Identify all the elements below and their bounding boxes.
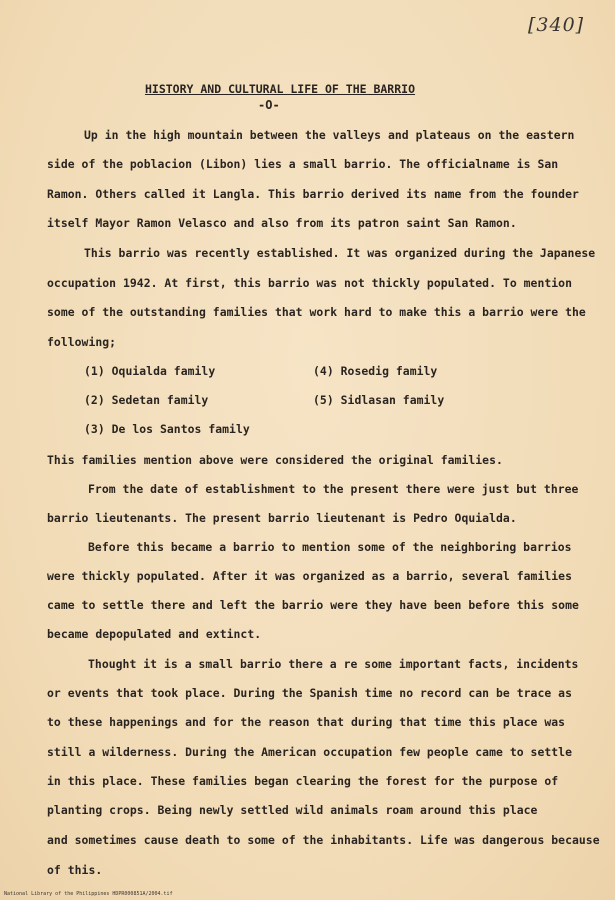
paragraph4-line: Before this became a barrio to mention some of the neighboring barrios [88,540,572,554]
paragraph5-line: Thought it is a small barrio there a re some important facts, incidents [88,657,579,671]
paragraph5-line: still a wilderness. During the American occupation few people came to settle [47,745,572,759]
family-item: (2) Sedetan family [84,393,209,407]
paragraph4-line: became depopulated and extinct. [47,627,262,641]
families-note: This families mention above were considered the original families. [47,453,503,467]
paragraph3-line: From the date of establishment to the present there were just but three [88,482,579,496]
family-item: (4) Rosedig family [313,364,438,378]
family-item: (1) Oquialda family [84,364,216,378]
paragraph2-line: This barrio was recently established. It was organized during the Japanese [84,246,596,260]
family-item: (3) De los Santos family [84,422,250,436]
paragraph2-line: following; [47,335,117,349]
paragraph2-line: some of the outstanding families that work hard to make this a barrio were the [47,305,586,319]
paragraph5-line: to these happenings and for the reason that during that time this place was [47,715,566,729]
paragraph5-line: of this. [47,863,103,877]
paragraph4-line: came to settle there and left the barrio were they have been before this some [47,598,579,612]
title-divider: -O- [258,98,280,112]
paragraph5-line: and sometimes cause death to some of the inhabitants. Life was dangerous because [47,833,600,847]
family-item: (5) Sidlasan family [313,393,445,407]
paragraph1-line: itself Mayor Ramon Velasco and also from its patron saint San Ramon. [47,216,517,230]
paragraph5-line: planting crops. Being newly settled wild animals roam around this place [47,803,538,817]
document-title: HISTORY AND CULTURAL LIFE OF THE BARRIO [144,82,416,96]
paragraph3-line: barrio lieutenants. The present barrio lieutenant is Pedro Oquialda. [47,511,517,525]
paragraph5-line: in this place. These families began clearing the forest for the purpose of [47,774,559,788]
paragraph1-line: side of the poblacion (Libon) lies a small barrio. The officialname is San [47,157,559,171]
title-block [0,82,560,96]
paragraph4-line: were thickly populated. After it was organized as a barrio, several families [47,569,572,583]
paragraph1-line: Up in the high mountain between the valleys and plateaus on the eastern [84,128,575,142]
paragraph2-line: occupation 1942. At first, this barrio was not thickly populated. To mention [47,276,572,290]
page-number: [340] [528,14,585,36]
archive-footer: National Library of the Philippines HDPR000851A/2004.tif [4,891,173,897]
paragraph1-line: Ramon. Others called it Langla. This barrio derived its name from the founder [47,187,579,201]
paragraph5-line: or events that took place. During the Spanish time no record can be trace as [47,686,572,700]
